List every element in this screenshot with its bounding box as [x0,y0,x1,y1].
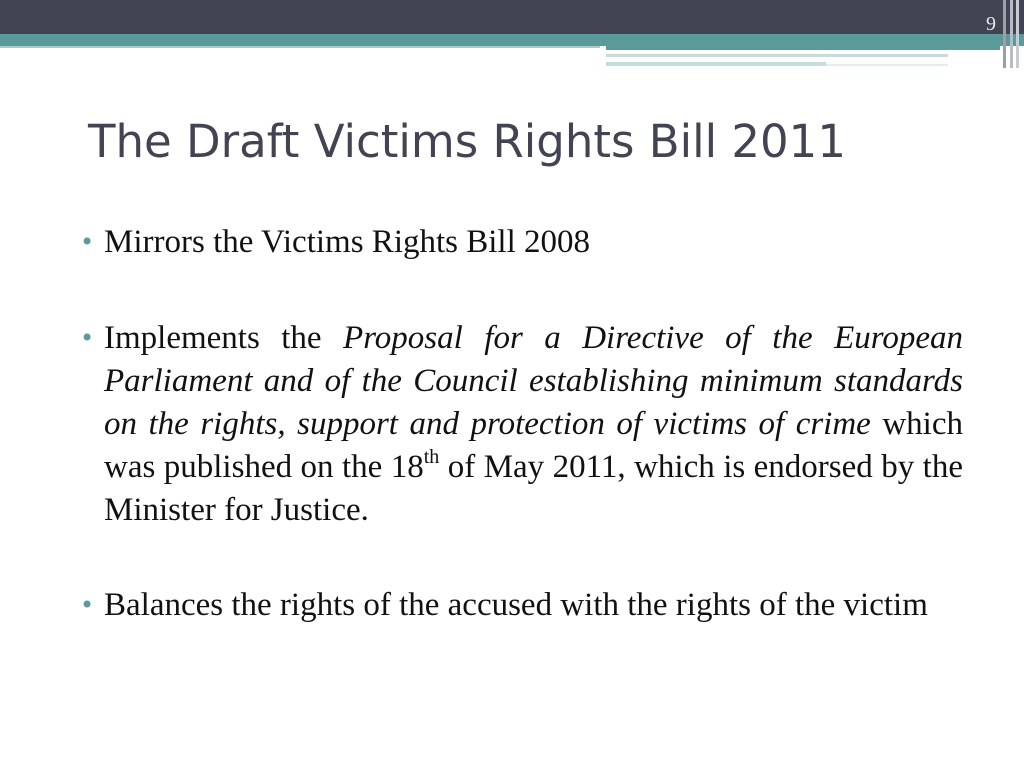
bullet-text: Mirrors the Victims Rights Bill 2008 [104,224,591,260]
directive-title: Proposal for a Directive of the European Parliament and of the Council establishing minimum standards on the rights, support and protection of victims of crime [104,320,963,442]
bullet-text-tail: of May 2011, which is endorsed by the Minister for Justice. [104,449,963,528]
decor-line [826,64,948,66]
decor-vertical-bar [1016,0,1019,68]
slide-title: The Draft Victims Rights Bill 2011 [88,115,846,168]
round-bullet-icon: • [80,228,95,256]
bullet-text-mid: which was published on the 18 [104,406,963,485]
bullet-text: Balances the rights of the accused with the rights of the victim [104,587,928,623]
round-bullet-icon: • [80,324,95,352]
bullet-item [80,317,963,532]
header-band [0,0,1024,34]
decor-line [606,54,948,57]
accent-band [0,34,1024,46]
bullet-list [80,221,963,627]
decor-line [606,62,826,66]
round-bullet-icon: • [80,591,95,619]
accent-rule [0,46,600,48]
decor-vertical-bar [1003,0,1006,68]
decor-vertical-bar [1010,0,1013,68]
bullet-item [80,221,963,264]
slide-number: 9 [986,13,996,35]
decor-line [606,46,1000,50]
bullet-item [80,584,963,627]
bullet-text-lead: Implements the [104,320,344,356]
ordinal-suffix: th [423,446,440,468]
